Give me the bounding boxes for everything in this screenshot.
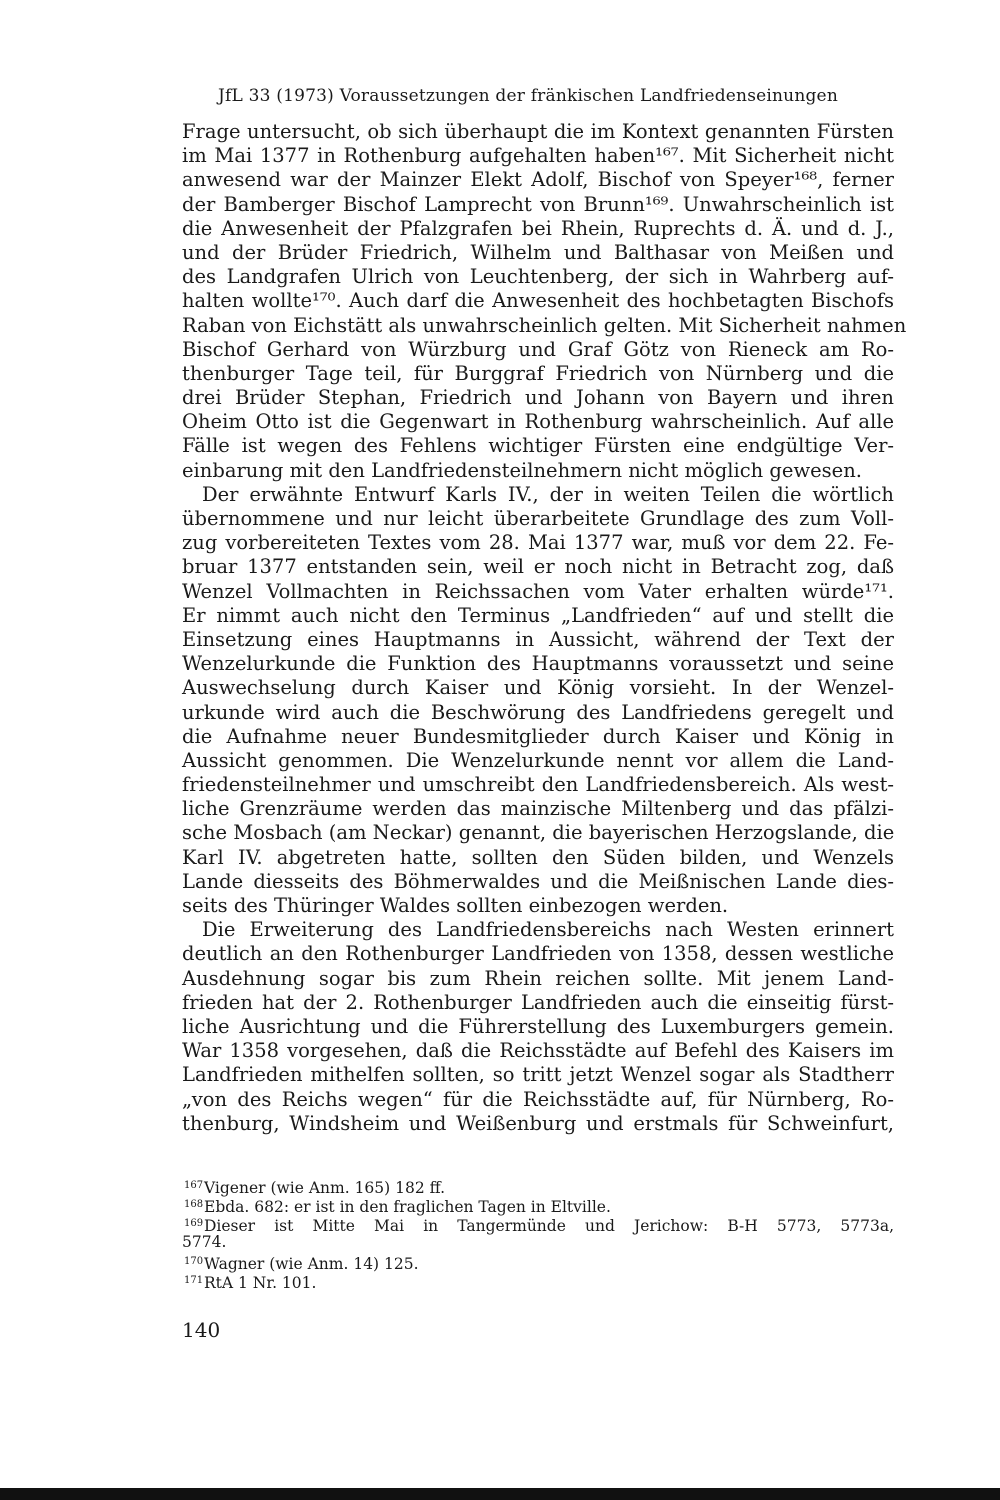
text-line: Bischof Gerhard von Würzburg und Graf Götz von Rieneck am Ro- [182,337,894,361]
text-line: „von des Reichs wegen“ für die Reichsstädte auf, für Nürnberg, Ro- [182,1087,894,1111]
text-line: drei Brüder Stephan, Friedrich und Johann von Bayern und ihren [182,386,894,410]
footnote-text: Vigener (wie Anm. 165) 182 ff. [204,1179,446,1197]
text-line: frieden hat der 2. Rothenburger Landfrieden auch die einseitig fürst- [182,990,894,1014]
text-line: zug vorbereiteten Textes vom 28. Mai 1377 war, muß vor dem 22. Fe- [182,531,894,555]
text-line: sche Mosbach (am Neckar) genannt, die bayerischen Herzogslande, die [182,821,895,845]
text-line: War 1358 vorgesehen, daß die Reichsstädte auf Befehl des Kaisers im [182,1039,894,1063]
footnotes [182,1176,894,1290]
footnote-number: 169 [184,1218,204,1229]
text-line: halten wollte¹⁷⁰. Auch darf die Anwesenheit des hochbetagten Bischofs [182,289,894,313]
text-line: einbarung mit den Landfriedensteilnehmern nicht möglich gewesen. [182,458,862,482]
text-line: Landfrieden mithelfen sollten, so tritt jetzt Wenzel sogar als Stadtherr [182,1063,894,1087]
footnote-text: Dieser ist Mitte Mai in Tangermünde und Jerichow: B-H 5773, 5773a, [204,1217,894,1235]
text-line: Raban von Eichstätt als unwahrscheinlich gelten. Mit Sicherheit nahmen [182,313,907,337]
text-line: Einsetzung eines Hauptmanns in Aussicht, während der Text der [182,627,894,651]
running-header: JfL 33 (1973) Voraussetzungen der fränkischen Landfriedenseinungen [218,86,838,106]
text-line: Oheim Otto ist die Gegenwart in Rothenburg wahrscheinlich. Auf alle [182,410,894,434]
text-line: des Landgrafen Ulrich von Leuchtenberg, der sich in Wahrberg auf- [182,265,894,289]
text-line: und der Brüder Friedrich, Wilhelm und Balthasar von Meißen und [182,240,894,264]
text-line: thenburger Tage teil, für Burggraf Friedrich von Nürnberg und die [182,361,894,385]
text-line: liche Grenzräume werden das mainzische Miltenberg und das pfälzi- [182,797,894,821]
footnote-number: 168 [184,1199,204,1210]
footnote [182,1214,894,1233]
footnote-text: 5774. [182,1233,227,1251]
footnote [182,1252,894,1271]
footnote-number: 171 [184,1275,204,1286]
text-line: der Bamberger Bischof Lamprecht von Brunn¹⁶⁹. Unwahrscheinlich ist [182,192,894,216]
body-text [182,120,907,1136]
text-line: Karl IV. abgetreten hatte, sollten den Süden bilden, und Wenzels [182,845,894,869]
footnote-number: 167 [184,1180,204,1191]
text-line: Die Erweiterung des Landfriedensbereichs nach Westen erinnert [202,918,894,942]
text-line: Frage untersucht, ob sich überhaupt die im Kontext genannten Fürsten [182,120,894,143]
text-line: deutlich an den Rothenburger Landfrieden von 1358, dessen westliche [182,942,894,966]
text-line: seits des Thüringer Waldes sollten einbezogen werden. [182,894,729,917]
text-line: Auswechselung durch Kaiser und König vorsieht. In der Wenzel- [182,676,894,700]
footnote-text: Ebda. 682: er ist in den fraglichen Tagen in Eltville. [204,1198,611,1216]
footnote [182,1176,894,1195]
page-number: 140 [182,1318,221,1342]
text-line: übernommene und nur leicht überarbeitete Grundlage des zum Voll- [182,507,894,530]
footnote-number: 170 [184,1256,204,1267]
footnote [182,1233,894,1252]
scan-edge [0,1488,1000,1500]
text-line: Der erwähnte Entwurf Karls IV., der in weiten Teilen die wörtlich [202,482,894,506]
text-line: Wenzel Vollmachten in Reichssachen vom Vater erhalten würde¹⁷¹. [182,579,894,603]
footnote [182,1271,894,1290]
text-line: urkunde wird auch die Beschwörung des Landfriedens geregelt und [182,700,894,724]
text-line: bruar 1377 entstanden sein, weil er noch nicht in Betracht zog, daß [182,555,894,579]
text-line: Ausdehnung sogar bis zum Rhein reichen sollte. Mit jenem Land- [182,966,894,990]
text-line: Wenzelurkunde die Funktion des Hauptmanns voraussetzt und seine [182,652,894,676]
text-line: friedensteilnehmer und umschreibt den Landfriedensbereich. Als west- [182,773,894,797]
text-line: Lande diesseits des Böhmerwaldes und die Meißnischen Lande dies- [182,869,894,893]
text-line: Fälle ist wegen des Fehlens wichtiger Fürsten eine endgültige Ver- [182,434,894,458]
text-line: thenburg, Windsheim und Weißenburg und erstmals für Schweinfurt, [182,1111,894,1135]
footnote-text: Wagner (wie Anm. 14) 125. [204,1255,419,1273]
text-line: die Aufnahme neuer Bundesmitglieder durch Kaiser und König in [182,724,894,748]
text-line: Aussicht genommen. Die Wenzelurkunde nennt vor allem die Land- [182,748,894,772]
footnote-text: RtA 1 Nr. 101. [204,1274,317,1292]
text-line: die Anwesenheit der Pfalzgrafen bei Rhein, Ruprechts d. Ä. und d. J., [182,216,894,240]
footnote [182,1195,894,1214]
text-line: Er nimmt auch nicht den Terminus „Landfrieden“ auf und stellt die [182,603,894,627]
text-line: liche Ausrichtung und die Führerstellung des Luxemburgers gemein. [182,1014,894,1038]
text-line: im Mai 1377 in Rothenburg aufgehalten haben¹⁶⁷. Mit Sicherheit nicht [182,144,894,168]
text-line: anwesend war der Mainzer Elekt Adolf, Bischof von Speyer¹⁶⁸, ferner [182,168,894,192]
